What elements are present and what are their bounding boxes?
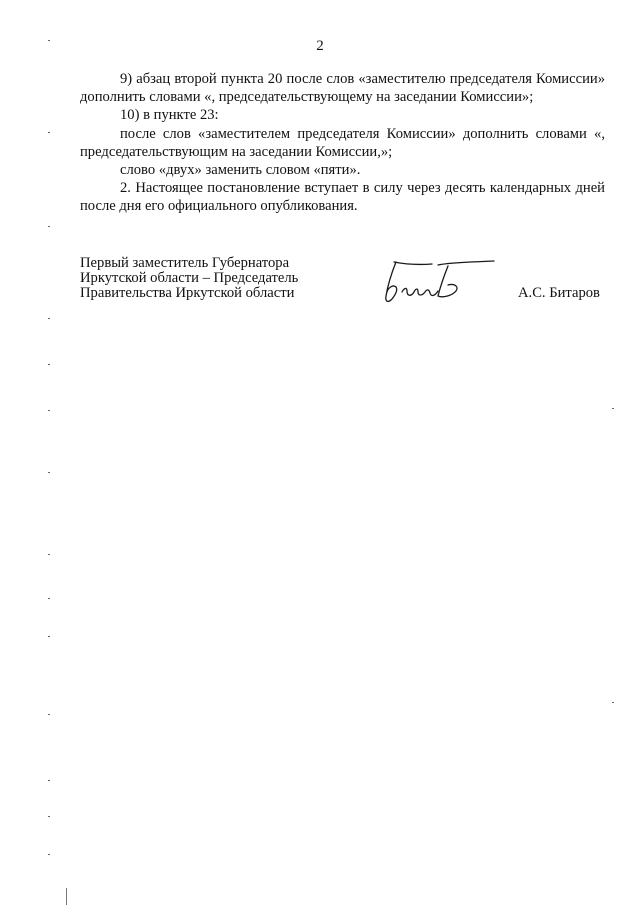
- scan-artifact: [48, 636, 50, 637]
- scan-artifact: [48, 472, 50, 473]
- scan-artifact: [48, 410, 50, 411]
- scan-artifact: [48, 132, 50, 133]
- signer-position: [80, 256, 320, 302]
- signer-position-line: Иркутской области – Председатель: [80, 270, 299, 287]
- page-number: 2: [316, 38, 324, 54]
- scan-artifact: [612, 408, 614, 409]
- scan-artifact: [48, 780, 50, 781]
- scan-artifact: [48, 364, 50, 365]
- scan-artifact: [66, 888, 67, 905]
- document-body: [80, 70, 605, 216]
- signer-position-line: Первый заместитель Губернатора: [80, 255, 290, 271]
- scan-artifact: [48, 598, 50, 599]
- handwritten-signature: [378, 258, 498, 308]
- paragraph-item-9: 9) абзац второй пункта 20 после слов «заместителю председателя Комиссии» дополнить словами «, председательствующему на заседании Комиссии»;: [80, 71, 605, 106]
- scan-artifact: [48, 226, 50, 227]
- signer-position-line: Правительства Иркутской области: [80, 285, 295, 302]
- scan-artifact: [612, 702, 614, 703]
- scan-artifact: [48, 714, 50, 715]
- paragraph-point-2: 2. Настоящее постановление вступает в силу через десять календарных дней после дня его официального опубликования.: [80, 180, 605, 215]
- paragraph-item-10-subpoint-1: после слов «заместителем председателя Комиссии» дополнить словами «, председательствующим на заседании Комиссии,»;: [80, 125, 605, 160]
- scan-artifact: [48, 318, 50, 319]
- paragraph-item-10-subpoint-2: слово «двух» заменить словом «пяти».: [120, 162, 361, 179]
- scan-artifact: [48, 554, 50, 555]
- scan-artifact: [48, 854, 50, 855]
- paragraph-item-10: 10) в пункте 23:: [120, 107, 219, 124]
- scan-artifact: [48, 40, 50, 41]
- signer-name: А.С. Битаров: [518, 285, 600, 301]
- scan-artifact: [48, 816, 50, 817]
